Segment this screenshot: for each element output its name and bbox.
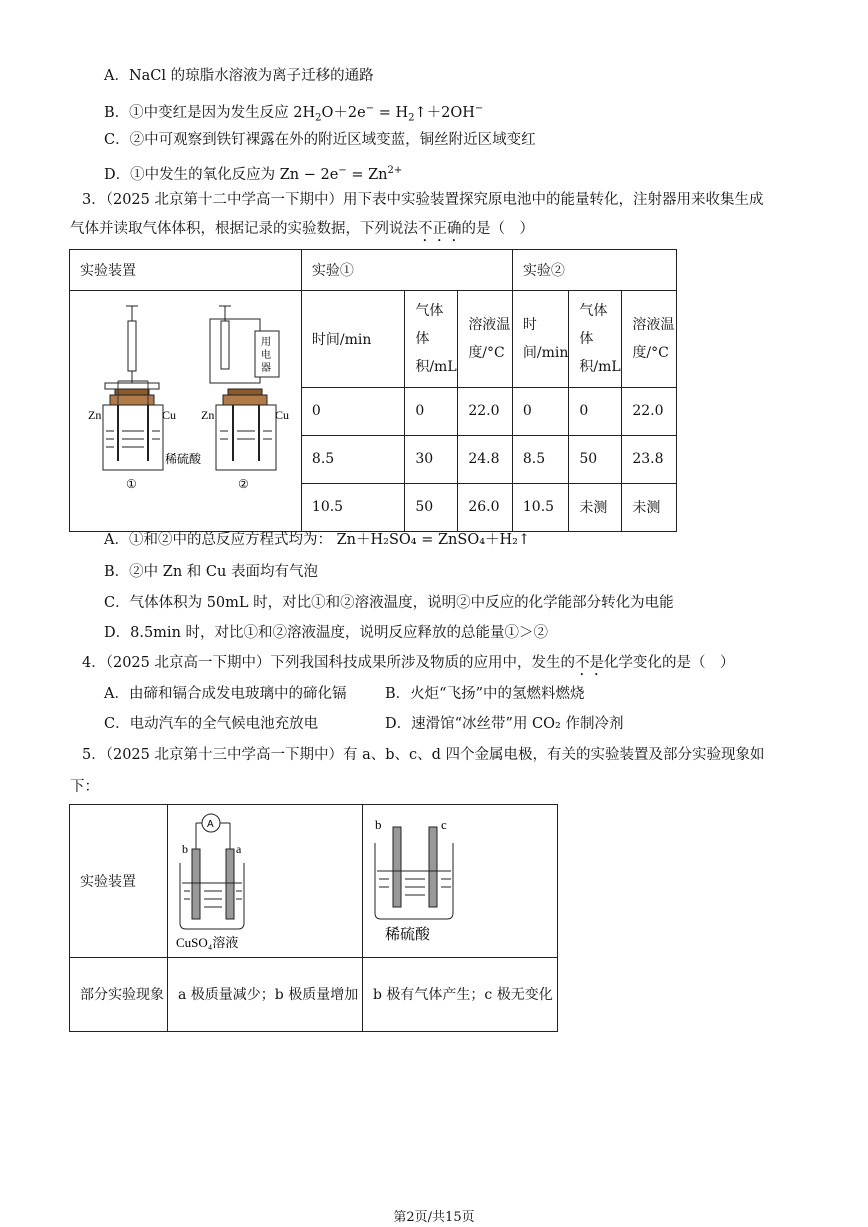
- option-b-prev: B．①中变红是因为发生反应 $2H_2O+2e^-$ = $H_2↑+2OH^-$: [104, 103, 484, 124]
- q4-stem: 4．（2025 北京高一下期中）下列我国科技成果所涉及物质的应用中，发生的不是化学变化的是（ ）: [82, 655, 735, 671]
- q3-sub-time-2: 时间/min: [512, 291, 569, 388]
- table-cell: 22.0: [458, 388, 513, 436]
- q3-option-b: B．②中 Zn 和 Cu 表面均有气泡: [104, 564, 318, 580]
- electrode-b-label: b: [182, 842, 188, 856]
- q3-option-d: D．8.5min 时，对比①和②溶液温度，说明反应释放的总能量①＞②: [104, 625, 549, 641]
- q3-option-c: C．气体体积为 50mL 时，对比①和②溶液温度，说明②中反应的化学能部分转化为电能: [104, 595, 674, 611]
- q4-option-d: D．速滑馆“冰丝带”用 CO₂ 作制冷剂: [385, 716, 624, 732]
- q5-observation-1: a 极质量减少；b 极质量增加: [168, 958, 363, 1032]
- q5-table: [69, 804, 558, 1032]
- table-cell: 24.8: [458, 435, 513, 483]
- table-cell: 30: [405, 435, 458, 483]
- q3-header-exp1: 实验①: [301, 250, 512, 291]
- circle-1-label: ①: [126, 477, 137, 491]
- q3-sub-time-1: 时间/min: [301, 291, 404, 388]
- table-cell: 22.0: [622, 388, 677, 436]
- circle-2-label: ②: [238, 477, 249, 491]
- table-cell: 8.5: [301, 435, 404, 483]
- table-cell: 0: [405, 388, 458, 436]
- q3-stem-line2: 气体并读取气体体积，根据记录的实验数据，下列说法不正确的是（ ）: [70, 221, 534, 237]
- table-cell: 0: [512, 388, 569, 436]
- q5-figure-1: [168, 805, 363, 958]
- q3-sub-temp-2: 溶液温度/°C: [622, 291, 677, 388]
- cuso4-caption: CuSO₄溶液: [176, 935, 239, 950]
- acid-caption: 稀硫酸: [385, 927, 431, 943]
- q3-data-table: [69, 249, 677, 532]
- option-a-prev: A．NaCl 的琼脂水溶液为离子迁移的通路: [104, 68, 374, 84]
- q3-apparatus-figure: [70, 291, 302, 532]
- acid-label: 稀硫酸: [165, 452, 202, 466]
- q3-header-exp2: 实验②: [512, 250, 676, 291]
- table-cell: 10.5: [301, 483, 404, 531]
- electrode-c-label: c: [441, 817, 447, 832]
- page-footer: 第2页/共15页: [393, 1210, 475, 1225]
- option-d-prev: D．①中发生的氧化反应为 $Zn - 2e^- = Zn^{2+}$: [104, 165, 403, 183]
- table-cell: 未测: [622, 483, 677, 531]
- table-cell: 26.0: [458, 483, 513, 531]
- cuso4-cell-diagram: [168, 805, 362, 953]
- zn-label-2: Zn: [201, 408, 215, 422]
- table-cell: 未测: [569, 483, 622, 531]
- q5-label-observation: 部分实验现象: [70, 958, 168, 1032]
- option-c-prev: C．②中可观察到铁钉裸露在外的附近区域变蓝，铜丝附近区域变红: [104, 132, 536, 148]
- table-cell: 0: [569, 388, 622, 436]
- q3-sub-temp-1: 溶液温度/°C: [458, 291, 513, 388]
- cu-label-2: Cu: [275, 408, 290, 422]
- electrode-a-label: a: [236, 842, 242, 856]
- ammeter-icon: A: [207, 819, 214, 830]
- q5-stem-line1: 5．（2025 北京第十三中学高一下期中）有 a、b、c、d 四个金属电极，有关的实验装置及部分实验现象如: [82, 747, 765, 763]
- q3-sub-vol-1: 气体体积/mL: [405, 291, 458, 388]
- table-cell: 50: [569, 435, 622, 483]
- appliance-label: 用电器: [261, 337, 271, 374]
- q3-stem-line1: 3．（2025 北京第十二中学高一下期中）用下表中实验装置探究原电池中的能量转化，注射器用来收集生成: [82, 192, 764, 208]
- q4-option-b: B．火炬“飞扬”中的氢燃料燃烧: [385, 686, 585, 702]
- q3-header-device: 实验装置: [70, 250, 302, 291]
- q3-sub-vol-2: 气体体积/mL: [569, 291, 622, 388]
- q5-observation-2: b 极有气体产生；c 极无变化: [363, 958, 558, 1032]
- apparatus-diagram: [70, 291, 299, 527]
- table-cell: 8.5: [512, 435, 569, 483]
- electrode-b-label-2: b: [375, 817, 382, 832]
- table-cell: 50: [405, 483, 458, 531]
- q4-option-c: C．电动汽车的全气候电池充放电: [104, 716, 319, 732]
- cu-label-1: Cu: [162, 408, 177, 422]
- q5-stem-line2: 下：: [70, 779, 99, 795]
- zn-label-1: Zn: [88, 408, 102, 422]
- table-cell: 0: [301, 388, 404, 436]
- table-cell: 23.8: [622, 435, 677, 483]
- q3-option-a: A．①和②中的总反应方程式均为： Zn＋H₂SO₄ = ZnSO₄＋H₂↑: [104, 532, 531, 548]
- q5-label-device: 实验装置: [70, 805, 168, 958]
- table-cell: 10.5: [512, 483, 569, 531]
- q4-option-a: A．由碲和镉合成发电玻璃中的碲化镉: [104, 686, 347, 702]
- acid-cell-diagram: [363, 805, 557, 953]
- q5-figure-2: [363, 805, 558, 958]
